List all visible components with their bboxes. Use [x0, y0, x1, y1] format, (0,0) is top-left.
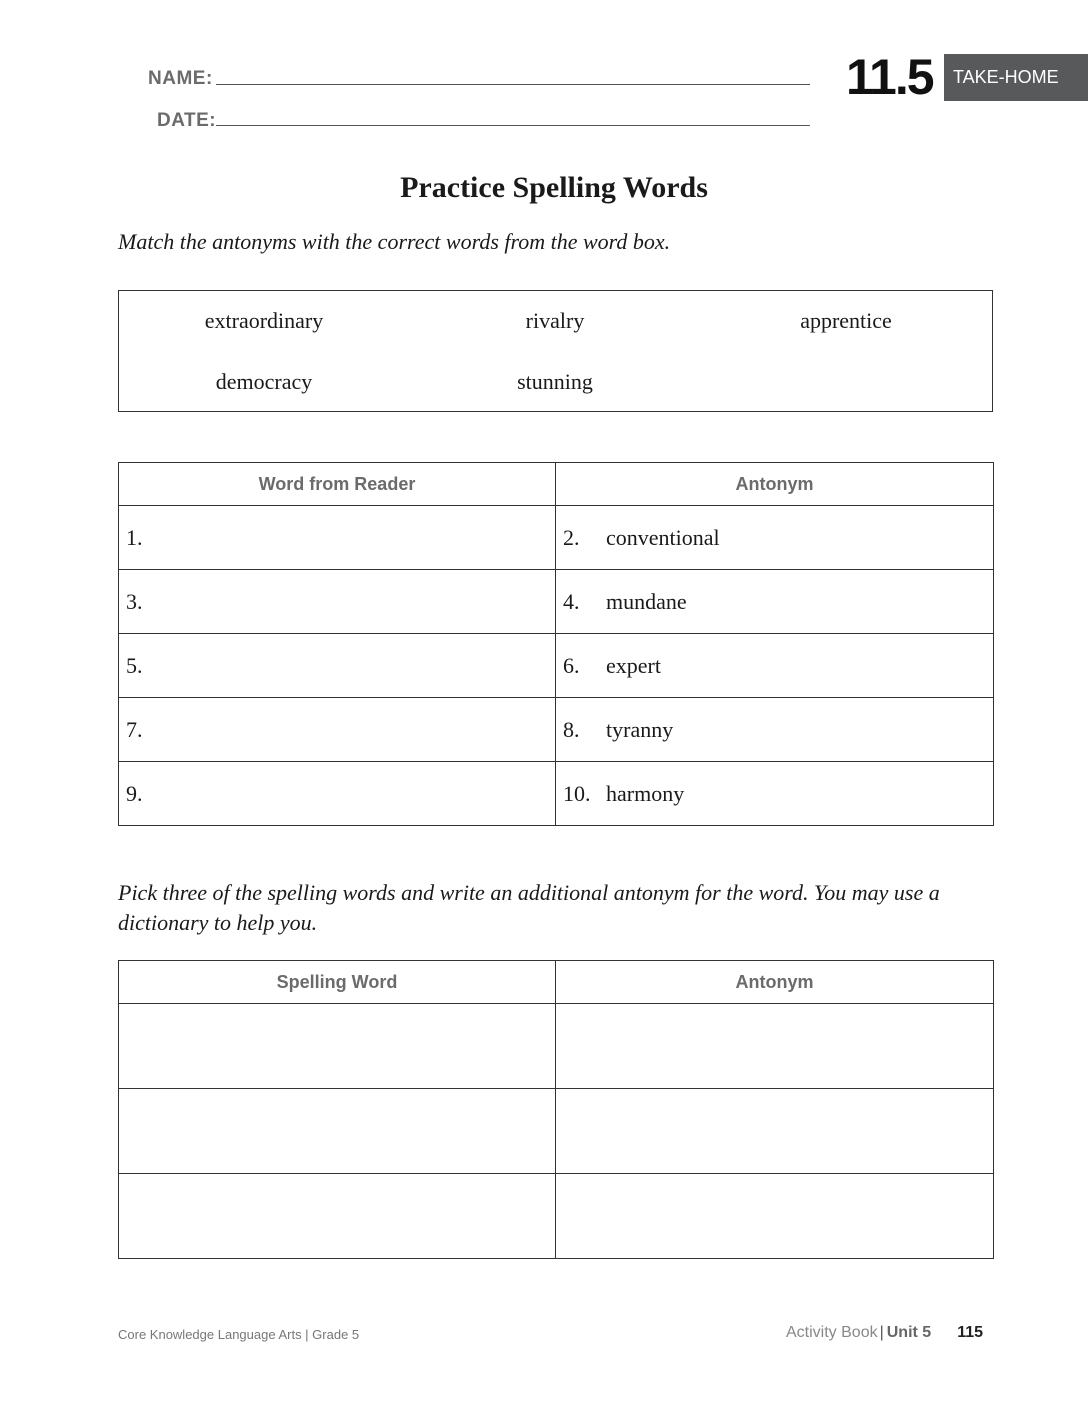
table-row [119, 698, 994, 762]
item-number: 2. [563, 524, 580, 550]
footer-book: Activity Book [786, 1324, 878, 1341]
antonym-cell [556, 634, 994, 698]
antonym-cell[interactable] [556, 1089, 994, 1174]
antonym-text: expert [606, 652, 661, 678]
answer-cell[interactable] [119, 634, 556, 698]
table-header-row [119, 463, 994, 506]
answer-cell[interactable] [119, 698, 556, 762]
answer-cell[interactable] [119, 570, 556, 634]
lesson-number: 11.5 [846, 49, 933, 105]
date-field[interactable] [216, 125, 810, 126]
word-box [118, 290, 993, 412]
table-header-row [119, 961, 994, 1004]
word-box-item: stunning [517, 369, 593, 394]
item-number: 7. [126, 716, 143, 742]
antonym-cell [556, 506, 994, 570]
antonym-cell[interactable] [556, 1174, 994, 1259]
antonym-cell[interactable] [556, 1004, 994, 1089]
footer-separator: | [879, 1324, 884, 1341]
spelling-word-cell[interactable] [119, 1004, 556, 1089]
footer-left: Core Knowledge Language Arts | Grade 5 [118, 1327, 360, 1342]
table-row [119, 1089, 994, 1174]
instruction-match: Match the antonyms with the correct words from the word box. [118, 229, 671, 254]
date-label: DATE: [157, 110, 217, 131]
additional-antonym-table [118, 960, 994, 1259]
item-number: 5. [126, 652, 143, 678]
item-number: 1. [126, 524, 143, 550]
item-number: 3. [126, 588, 143, 614]
table-row [119, 1174, 994, 1259]
antonym-text: tyranny [606, 716, 674, 742]
antonym-cell [556, 698, 994, 762]
column-header: Spelling Word [119, 961, 556, 1004]
item-number: 4. [563, 588, 580, 614]
word-box-item: rivalry [525, 308, 585, 333]
antonym-cell [556, 762, 994, 826]
name-label: NAME: [148, 68, 213, 89]
antonym-match-table [118, 462, 994, 826]
instruction-pick-three: Pick three of the spelling words and write an additional antonym for the word. You may use a dictionary to help you. [118, 880, 940, 935]
page-title: Practice Spelling Words [400, 171, 708, 204]
take-home-badge: TAKE-HOME [944, 54, 1088, 101]
antonym-cell [556, 570, 994, 634]
name-field[interactable] [216, 84, 810, 85]
table-row [119, 634, 994, 698]
spelling-word-cell[interactable] [119, 1089, 556, 1174]
answer-cell[interactable] [119, 506, 556, 570]
column-header: Antonym [556, 961, 994, 1004]
column-header: Word from Reader [119, 463, 556, 506]
antonym-text: harmony [606, 780, 685, 806]
word-box-item: apprentice [800, 308, 892, 333]
word-box-item: extraordinary [204, 308, 324, 333]
antonym-text: mundane [606, 588, 687, 614]
page-number: 115 [957, 1324, 984, 1341]
item-number: 9. [126, 780, 143, 806]
column-header: Antonym [556, 463, 994, 506]
word-box-item: democracy [215, 369, 313, 394]
item-number: 8. [563, 716, 580, 742]
item-number: 6. [563, 652, 580, 678]
table-row [119, 506, 994, 570]
table-row [119, 1004, 994, 1089]
answer-cell[interactable] [119, 762, 556, 826]
item-number: 10. [563, 780, 591, 806]
antonym-text: conventional [606, 524, 720, 550]
spelling-word-cell[interactable] [119, 1174, 556, 1259]
footer-right [786, 1324, 983, 1342]
footer-unit: Unit 5 [886, 1324, 932, 1341]
table-row [119, 762, 994, 826]
table-row [119, 570, 994, 634]
